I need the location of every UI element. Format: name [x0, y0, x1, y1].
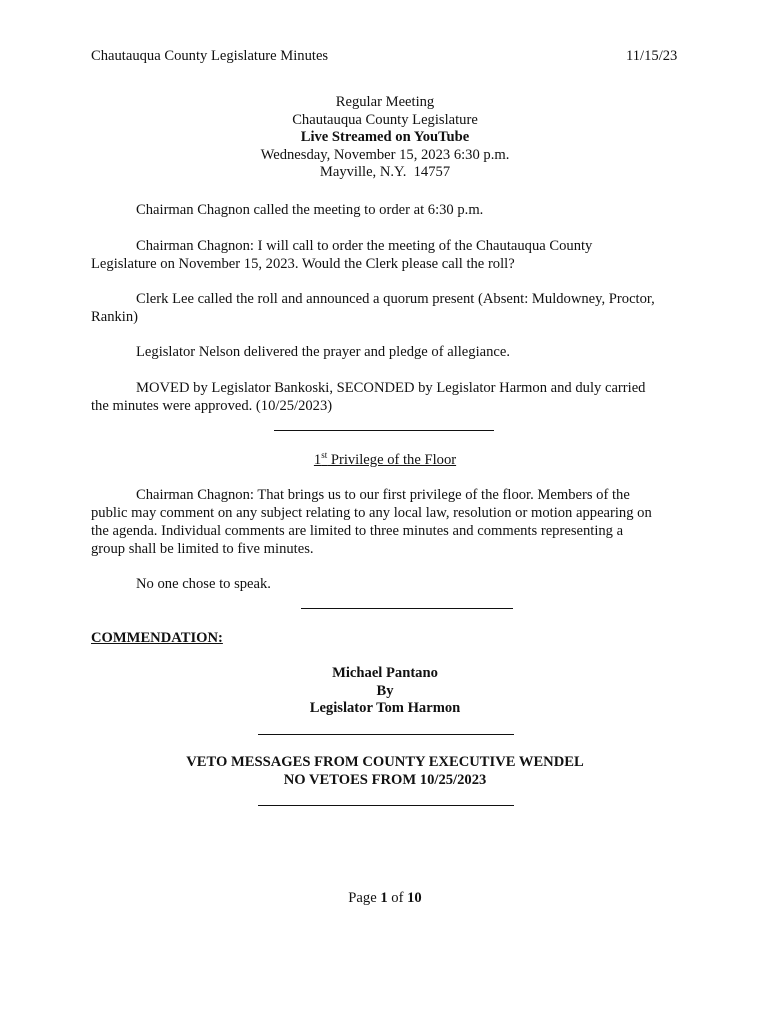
commendation-block [91, 665, 679, 718]
privilege-heading-text [314, 452, 456, 468]
paragraph-minutes-approved [91, 379, 679, 415]
privilege-title: Privilege of the Floor [327, 452, 457, 468]
paragraph-line: Rankin) [91, 309, 139, 325]
commendation-heading: COMMENDATION: [91, 630, 223, 646]
divider [258, 805, 514, 806]
paragraph-line: the minutes were approved. (10/25/2023) [91, 398, 333, 414]
commendation-sponsor: Legislator Tom Harmon [309, 700, 461, 717]
commendation-honoree: Michael Pantano [332, 665, 438, 681]
paragraph-line: Legislature on November 15, 2023. Would the Clerk please call the roll? [91, 256, 515, 272]
page-number [91, 889, 679, 907]
page-of-label: of [391, 890, 404, 906]
header-date: 11/15/23 [626, 48, 678, 64]
paragraph-line: Chairman Chagnon: That brings us to our first privilege of the floor. Members of the [136, 487, 630, 503]
meeting-stream: Live Streamed on YouTube [300, 129, 470, 146]
paragraph-line: No one chose to speak. [136, 576, 271, 592]
meeting-body: Chautauqua County Legislature [292, 111, 478, 128]
meeting-location: Mayville, N.Y. 14757 [319, 164, 451, 181]
paragraph-roll-call [91, 290, 679, 326]
commendation-by: By [376, 682, 394, 699]
page-current: 1 [380, 890, 388, 906]
meeting-type: Regular Meeting [335, 94, 435, 110]
page-label: Page [348, 890, 377, 906]
paragraph-line: MOVED by Legislator Bankoski, SECONDED by Legislator Harmon and duly carried [136, 380, 646, 396]
paragraph-no-speakers [91, 575, 679, 593]
paragraph-line: the agenda. Individual comments are limited to three minutes and comments representing a [91, 523, 624, 539]
paragraph-line: Chairman Chagnon called the meeting to order at 6:30 p.m. [136, 202, 484, 218]
privilege-ordinal-suffix: st [321, 450, 328, 461]
divider [301, 608, 513, 609]
page-total: 10 [407, 890, 422, 906]
veto-status: NO VETOES FROM 10/25/2023 [283, 771, 487, 788]
paragraph-prayer [91, 343, 679, 361]
header-title: Chautauqua County Legislature Minutes [91, 48, 329, 64]
paragraph-call-to-order [91, 201, 679, 219]
privilege-heading [91, 451, 679, 469]
meeting-info [91, 94, 679, 182]
paragraph-line: public may comment on any subject relating to any local law, resolution or motion appearing on [91, 505, 652, 521]
meeting-datetime: Wednesday, November 15, 2023 6:30 p.m. [260, 146, 510, 163]
paragraph-privilege-rules [91, 486, 679, 558]
veto-heading: VETO MESSAGES FROM COUNTY EXECUTIVE WENDEL [186, 754, 584, 770]
paragraph-chairman-remarks [91, 237, 679, 273]
divider [274, 430, 494, 431]
paragraph-line: Chairman Chagnon: I will call to order the meeting of the Chautauqua County [136, 238, 593, 254]
privilege-ordinal-number: 1 [313, 452, 322, 468]
paragraph-line: Clerk Lee called the roll and announced a quorum present (Absent: Muldowney, Proctor, [136, 291, 655, 307]
paragraph-line: group shall be limited to five minutes. [91, 541, 314, 557]
paragraph-line: Legislator Nelson delivered the prayer and pledge of allegiance. [136, 344, 511, 360]
divider [258, 734, 514, 735]
veto-block [91, 754, 679, 789]
